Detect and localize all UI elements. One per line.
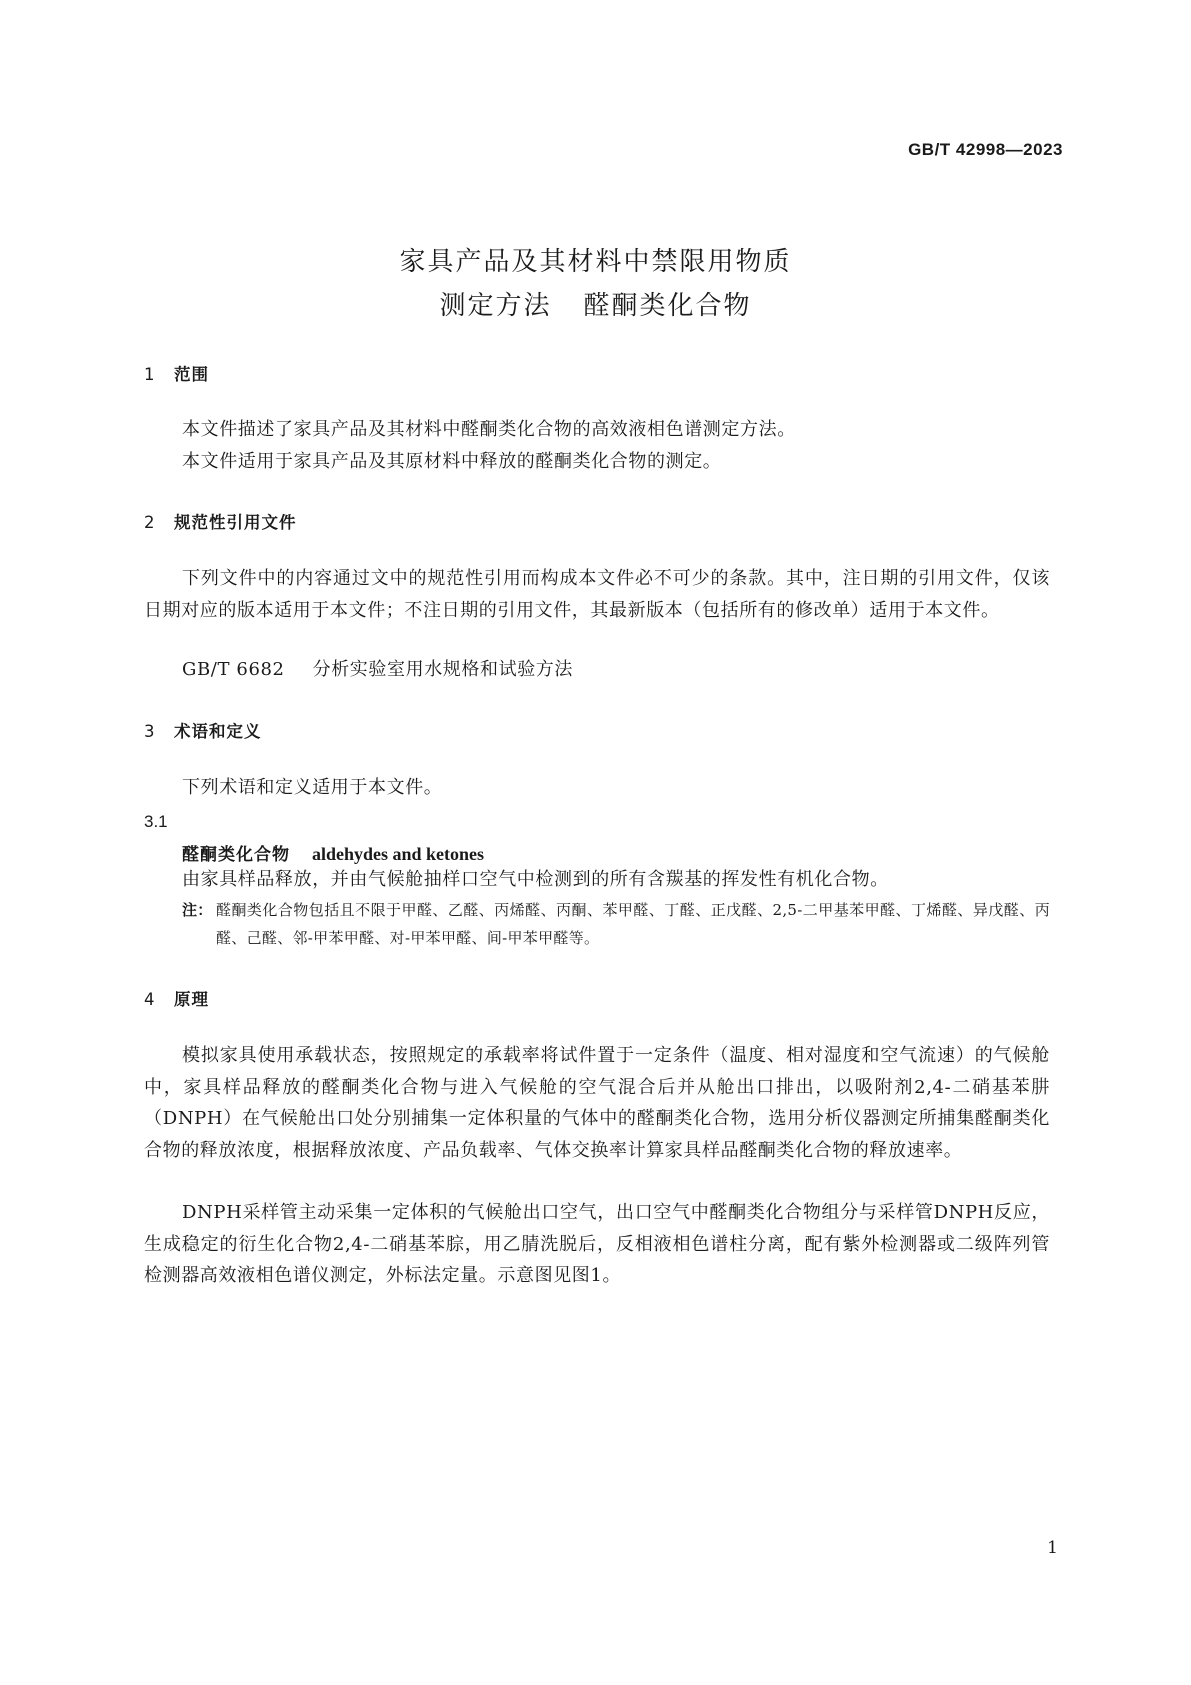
note-text: 醛酮类化合物包括且不限于甲醛、乙醛、丙烯醛、丙酮、苯甲醛、丁醛、正戊醛、2,5-二甲基苯甲醛、丁烯醛、异戊醛、丙醛、己醛、邻-甲苯甲醛、对-甲苯甲醛、间-甲苯甲醛等。 (216, 901, 1050, 947)
section-number: 2 (144, 513, 156, 532)
section-1-heading (144, 361, 209, 385)
section-number: 3 (144, 722, 156, 741)
clause-number: 3.1 (144, 812, 168, 831)
section-number: 1 (144, 365, 156, 384)
section-1-paragraph-2: 本文件适用于家具产品及其原材料中释放的醛酮类化合物的测定。 (182, 451, 722, 472)
term-note (182, 896, 1050, 952)
section-title: 范围 (174, 365, 209, 384)
term-chinese: 醛酮类化合物 (182, 845, 290, 865)
section-title: 原理 (174, 990, 209, 1009)
section-2-paragraph-1: 下列文件中的内容通过文中的规范性引用而构成本文件必不可少的条款。其中，注日期的引用文件，仅该日期对应的版本适用于本文件；不注日期的引用文件，其最新版本（包括所有的修改单）适用于本文件。 (144, 568, 1050, 621)
standard-code: GB/T 42998—2023 (908, 140, 1063, 159)
section-title: 规范性引用文件 (174, 513, 297, 532)
document-title (0, 240, 1191, 328)
reference-code: GB/T 6682 (182, 659, 285, 680)
term-english: aldehydes and ketones (312, 844, 485, 864)
note-label: 注： (182, 901, 213, 919)
section-1-paragraph-1: 本文件描述了家具产品及其材料中醛酮类化合物的高效液相色谱测定方法。 (182, 419, 796, 440)
section-3-paragraph-1: 下列术语和定义适用于本文件。 (182, 777, 443, 798)
title-line-2 (0, 284, 1191, 328)
normative-reference (182, 654, 573, 686)
section-2-heading (144, 509, 297, 533)
section-4-heading (144, 986, 209, 1010)
section-4-paragraph-2: DNPH采样管主动采集一定体积的气候舱出口空气，出口空气中醛酮类化合物组分与采样管DNPH反应，生成稳定的衍生化合物2,4-二硝基苯腙，用乙腈洗脱后，反相液相色谱柱分离，配有紫外检测器或二级阵列管检测器高效液相色谱仪测定，外标法定量。示意图见图1。 (144, 1202, 1050, 1286)
section-number: 4 (144, 990, 156, 1009)
section-3-heading (144, 718, 262, 742)
page-number: 1 (1047, 1538, 1058, 1558)
title-line-2-part-b: 醛酮类化合物 (583, 291, 752, 321)
term-definition: 由家具样品释放，并由气候舱抽样口空气中检测到的所有含羰基的挥发性有机化合物。 (182, 869, 889, 890)
reference-title: 分析实验室用水规格和试验方法 (312, 659, 574, 680)
section-title: 术语和定义 (174, 722, 262, 741)
title-line-2-part-a: 测定方法 (439, 291, 552, 321)
section-4-paragraph-1: 模拟家具使用承载状态，按照规定的承载率将试件置于一定条件（温度、相对湿度和空气流速）的气候舱中，家具样品释放的醛酮类化合物与进入气候舱的空气混合后并从舱出口排出，以吸附剂2,4-二硝基苯肼（DNPH）在气候舱出口处分别捕集一定体积量的气体中的醛酮类化合物，选用分析仪器测定所捕集醛酮类化合物的释放浓度，根据释放浓度、产品负载率、气体交换率计算家具样品醛酮类化合物的释放速率。 (144, 1045, 1050, 1161)
title-line-1: 家具产品及其材料中禁限用物质 (399, 247, 792, 277)
term-entry (182, 840, 484, 865)
